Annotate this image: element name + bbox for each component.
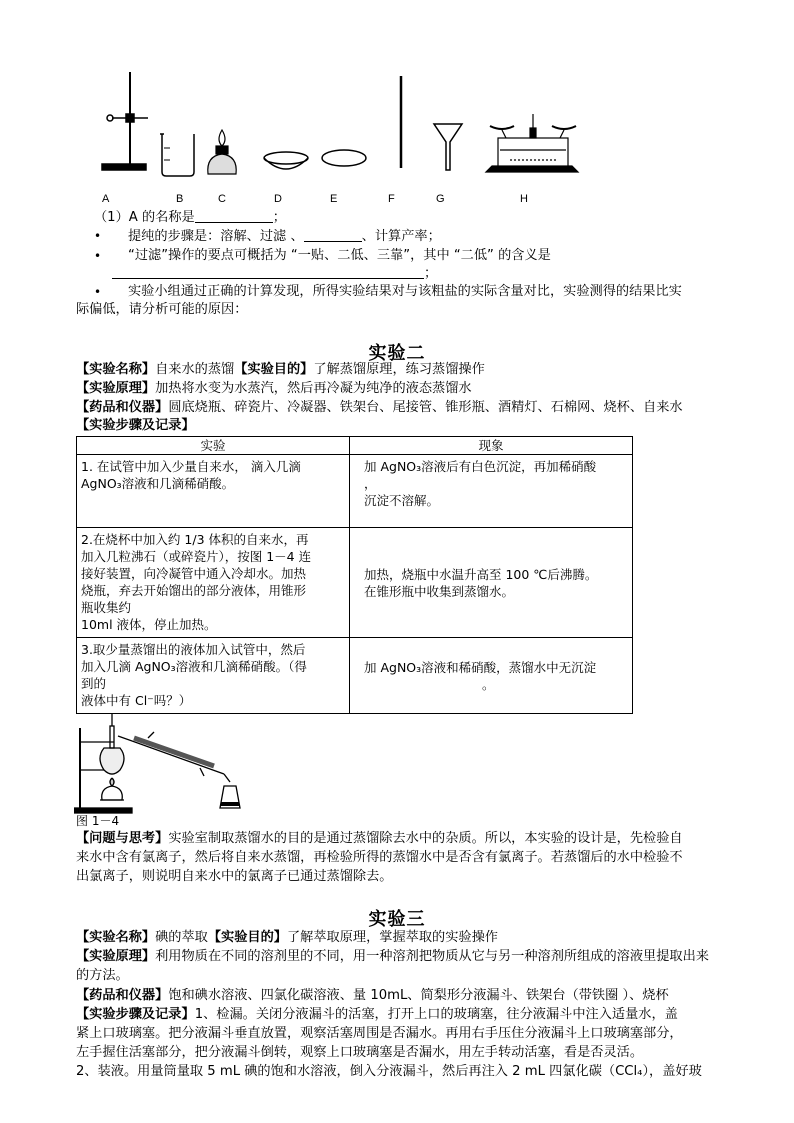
cell-line: 加 AgNO₃溶液和稀硝酸，蒸馏水中无沉淀 bbox=[364, 659, 597, 675]
exp3-name-label: 【实验名称】 bbox=[76, 930, 156, 945]
answer-blank-1 bbox=[195, 208, 273, 223]
cell-line: ， bbox=[364, 476, 377, 491]
cell-line: 2.在烧杯中加入约 1/3 体积的自来水，再 bbox=[81, 532, 309, 547]
exp2-goal: 了解蒸馏原理，练习蒸馏操作 bbox=[313, 362, 485, 377]
table-row bbox=[77, 528, 633, 638]
cell-line: 瓶收集约 bbox=[81, 600, 132, 615]
cell-line: 。 bbox=[482, 676, 495, 692]
exp2-think-label: 【问题与思考】 bbox=[76, 831, 169, 846]
cell-line: 接好装置，向冷凝管中通入冷却水。加热 bbox=[81, 566, 307, 581]
exp3-name-line bbox=[76, 929, 498, 947]
exp3-title: 实验三 bbox=[368, 909, 426, 930]
exp3-goal-label: 【实验目的】 bbox=[207, 930, 287, 945]
table-header-exp: 实验 bbox=[77, 437, 350, 455]
answer-blank-3 bbox=[112, 264, 424, 279]
beaker-icon bbox=[160, 134, 194, 176]
apparatus-label-g: G bbox=[436, 193, 445, 205]
question-1 bbox=[94, 208, 286, 227]
exp3-steps-line4: 2、装液。用量筒量取 5 mL 碘的饱和水溶液，倒入分液漏斗，然后再注入 2 mL 四氯化碳（CCl₄），盖好玻 bbox=[76, 1064, 702, 1079]
table-cell-exp bbox=[77, 455, 350, 528]
cell-line: 加入几粒沸石（或碎瓷片），按图 1－4 连 bbox=[81, 549, 312, 564]
exp2-principle: 加热将水变为水蒸汽，然后再冷凝为纯净的液态蒸馏水 bbox=[155, 381, 472, 396]
exp3-name: 碘的萃取 bbox=[155, 930, 208, 945]
exp3-steps-line3: 左手握住活塞部分，把分液漏斗倒转，观察上口玻璃塞是否漏水，用左手转动活塞，看是否灵活。 bbox=[76, 1045, 644, 1060]
cell-line: 沉淀不溶解。 bbox=[364, 493, 440, 508]
table-row bbox=[77, 638, 633, 714]
exp2-principle-line bbox=[76, 380, 472, 398]
exp3-steps-label: 【实验步骤及记录】 bbox=[76, 1007, 195, 1022]
exp2-goal-label: 【实验目的】 bbox=[234, 362, 314, 377]
exp2-think-text: 实验室制取蒸馏水的目的是通过蒸馏除去水中的杂质。所以，本实验的设计是，先检验自 bbox=[168, 831, 683, 846]
bullet-icon: • bbox=[94, 229, 102, 243]
question-1-text: （1）A 的名称是 bbox=[94, 210, 195, 225]
bullet-icon: • bbox=[94, 249, 102, 263]
exp2-think-line2: 来水中含有氯离子，然后将自来水蒸馏，再检验所得的蒸馏水中是否含有氯离子。若蒸馏后的水中检验不 bbox=[76, 850, 683, 865]
exp3-goal: 了解萃取原理，掌握萃取的实验操作 bbox=[287, 930, 498, 945]
exp3-steps-line2: 紧上口玻璃塞。把分液漏斗垂直放置，观察活塞周围是否漏水。再用右手压住分液漏斗上口玻璃塞部分， bbox=[76, 1026, 683, 1041]
exp2-materials: 圆底烧瓶、碎瓷片、冷凝器、铁架台、尾接管、锥形瓶、酒精灯、石棉网、烧杯、自来水 bbox=[168, 400, 683, 415]
exp3-principle-label: 【实验原理】 bbox=[76, 949, 156, 964]
table-cell-obs bbox=[350, 638, 633, 714]
exp3-materials-label: 【药品和仪器】 bbox=[76, 988, 169, 1003]
question-4-line2: 际偏低，请分析可能的原因： bbox=[76, 302, 248, 317]
cell-line: 在锥形瓶中收集到蒸馏水。 bbox=[364, 583, 515, 599]
exp2-materials-line bbox=[76, 399, 683, 417]
question-2-end: 、计算产率； bbox=[361, 229, 441, 244]
apparatus-figure bbox=[90, 68, 610, 180]
exp2-materials-label: 【药品和仪器】 bbox=[76, 400, 169, 415]
watch-glass-icon bbox=[322, 150, 366, 166]
apparatus-label-f: F bbox=[388, 193, 395, 205]
apparatus-label-b: B bbox=[176, 193, 184, 205]
bullet-icon: • bbox=[94, 285, 102, 299]
exp2-name-label: 【实验名称】 bbox=[76, 362, 156, 377]
cell-line: 液体中有 Cl⁻吗？） bbox=[81, 693, 192, 708]
answer-blank-2 bbox=[304, 227, 362, 242]
exp2-principle-label: 【实验原理】 bbox=[76, 381, 156, 396]
question-1-suffix: ； bbox=[272, 210, 286, 225]
exp3-principle-line1 bbox=[76, 948, 709, 966]
cell-line: 到的 bbox=[81, 676, 107, 691]
apparatus-label-a: A bbox=[102, 193, 110, 205]
table-cell-exp bbox=[77, 528, 350, 638]
question-3-blank-line bbox=[112, 264, 437, 283]
evaporating-dish-icon bbox=[264, 152, 308, 169]
balance-icon bbox=[486, 114, 578, 172]
cell-line: 1. 在试管中加入少量自来水， 滴入几滴 bbox=[81, 459, 301, 474]
cell-line: 加热，烧瓶中水温升高至 100 ℃后沸腾。 bbox=[364, 566, 598, 582]
table-row bbox=[77, 455, 633, 528]
cell-line: AgNO₃溶液和几滴稀硝酸。 bbox=[81, 476, 235, 491]
exp3-materials-line bbox=[76, 987, 669, 1005]
exp3-step1-text: 1、检漏。关闭分液漏斗的活塞，打开上口的玻璃塞，往分液漏斗中注入适量水，盖 bbox=[194, 1007, 678, 1022]
funnel-icon bbox=[434, 124, 462, 170]
exp2-think-line3: 出氯离子，则说明自来水中的氯离子已通过蒸馏除去。 bbox=[76, 869, 393, 884]
question-4-line1: 实验小组通过正确的计算发现，所得实验结果对与该粗盐的实际含量对比，实验测得的结果比实 bbox=[128, 284, 682, 299]
exp2-name: 自来水的蒸馏 bbox=[155, 362, 235, 377]
apparatus-label-h: H bbox=[520, 193, 528, 205]
figure-caption: 图 1－4 bbox=[76, 814, 120, 828]
alcohol-lamp-icon bbox=[208, 130, 236, 174]
cell-line: 10ml 液体，停止加热。 bbox=[81, 617, 217, 632]
apparatus-label-d: D bbox=[274, 193, 282, 205]
apparatus-label-e: E bbox=[330, 193, 338, 205]
exp2-table bbox=[76, 436, 633, 714]
table-header-obs: 现象 bbox=[350, 437, 633, 455]
distillation-setup-icon bbox=[74, 714, 240, 813]
question-2 bbox=[128, 227, 441, 246]
exp3-materials: 饱和碘水溶液、四氯化碳溶液、量 10mL、简梨形分液漏斗、铁架台（带铁圈 ）、烧杯 bbox=[168, 988, 669, 1003]
exp3-principle-line2: 的方法。 bbox=[76, 968, 129, 983]
exp3-principle-text: 利用物质在不同的溶剂里的不同，用一种溶剂把物质从它与另一种溶剂所组成的溶液里提取出来 bbox=[155, 949, 709, 964]
question-3-text: “过滤”操作的要点可概括为 “一贴、二低、三靠”，其中 “二低” 的含义是 bbox=[128, 248, 551, 263]
exp2-think-line1 bbox=[76, 830, 683, 848]
exp2-name-line bbox=[76, 361, 485, 379]
table-header-row bbox=[77, 437, 633, 455]
cell-line: 加入几滴 AgNO₃溶液和几滴稀硝酸。（得 bbox=[81, 659, 307, 674]
question-3 bbox=[128, 247, 551, 265]
distillation-apparatus-figure bbox=[74, 708, 254, 816]
cell-line: 3.取少量蒸馏出的液体加入试管中，然后 bbox=[81, 642, 306, 657]
iron-stand-icon bbox=[102, 72, 148, 170]
exp2-steps-label bbox=[76, 417, 195, 435]
exp3-steps-line1 bbox=[76, 1006, 678, 1024]
table-cell-exp bbox=[77, 638, 350, 714]
apparatus-label-c: C bbox=[218, 193, 226, 205]
cell-line: 加 AgNO₃溶液后有白色沉淀，再加稀硝酸 bbox=[364, 459, 597, 474]
table-cell-obs bbox=[350, 455, 633, 528]
exp2-steps-label-text: 【实验步骤及记录】 bbox=[76, 418, 195, 433]
question-3-end: ； bbox=[424, 266, 438, 281]
exp2-title: 实验二 bbox=[368, 343, 426, 364]
table-cell-obs bbox=[350, 528, 633, 638]
question-2-text: 提纯的步骤是：溶解、过滤 、 bbox=[128, 229, 304, 244]
cell-line: 烧瓶，弃去开始馏出的部分液体，用锥形 bbox=[81, 583, 307, 598]
